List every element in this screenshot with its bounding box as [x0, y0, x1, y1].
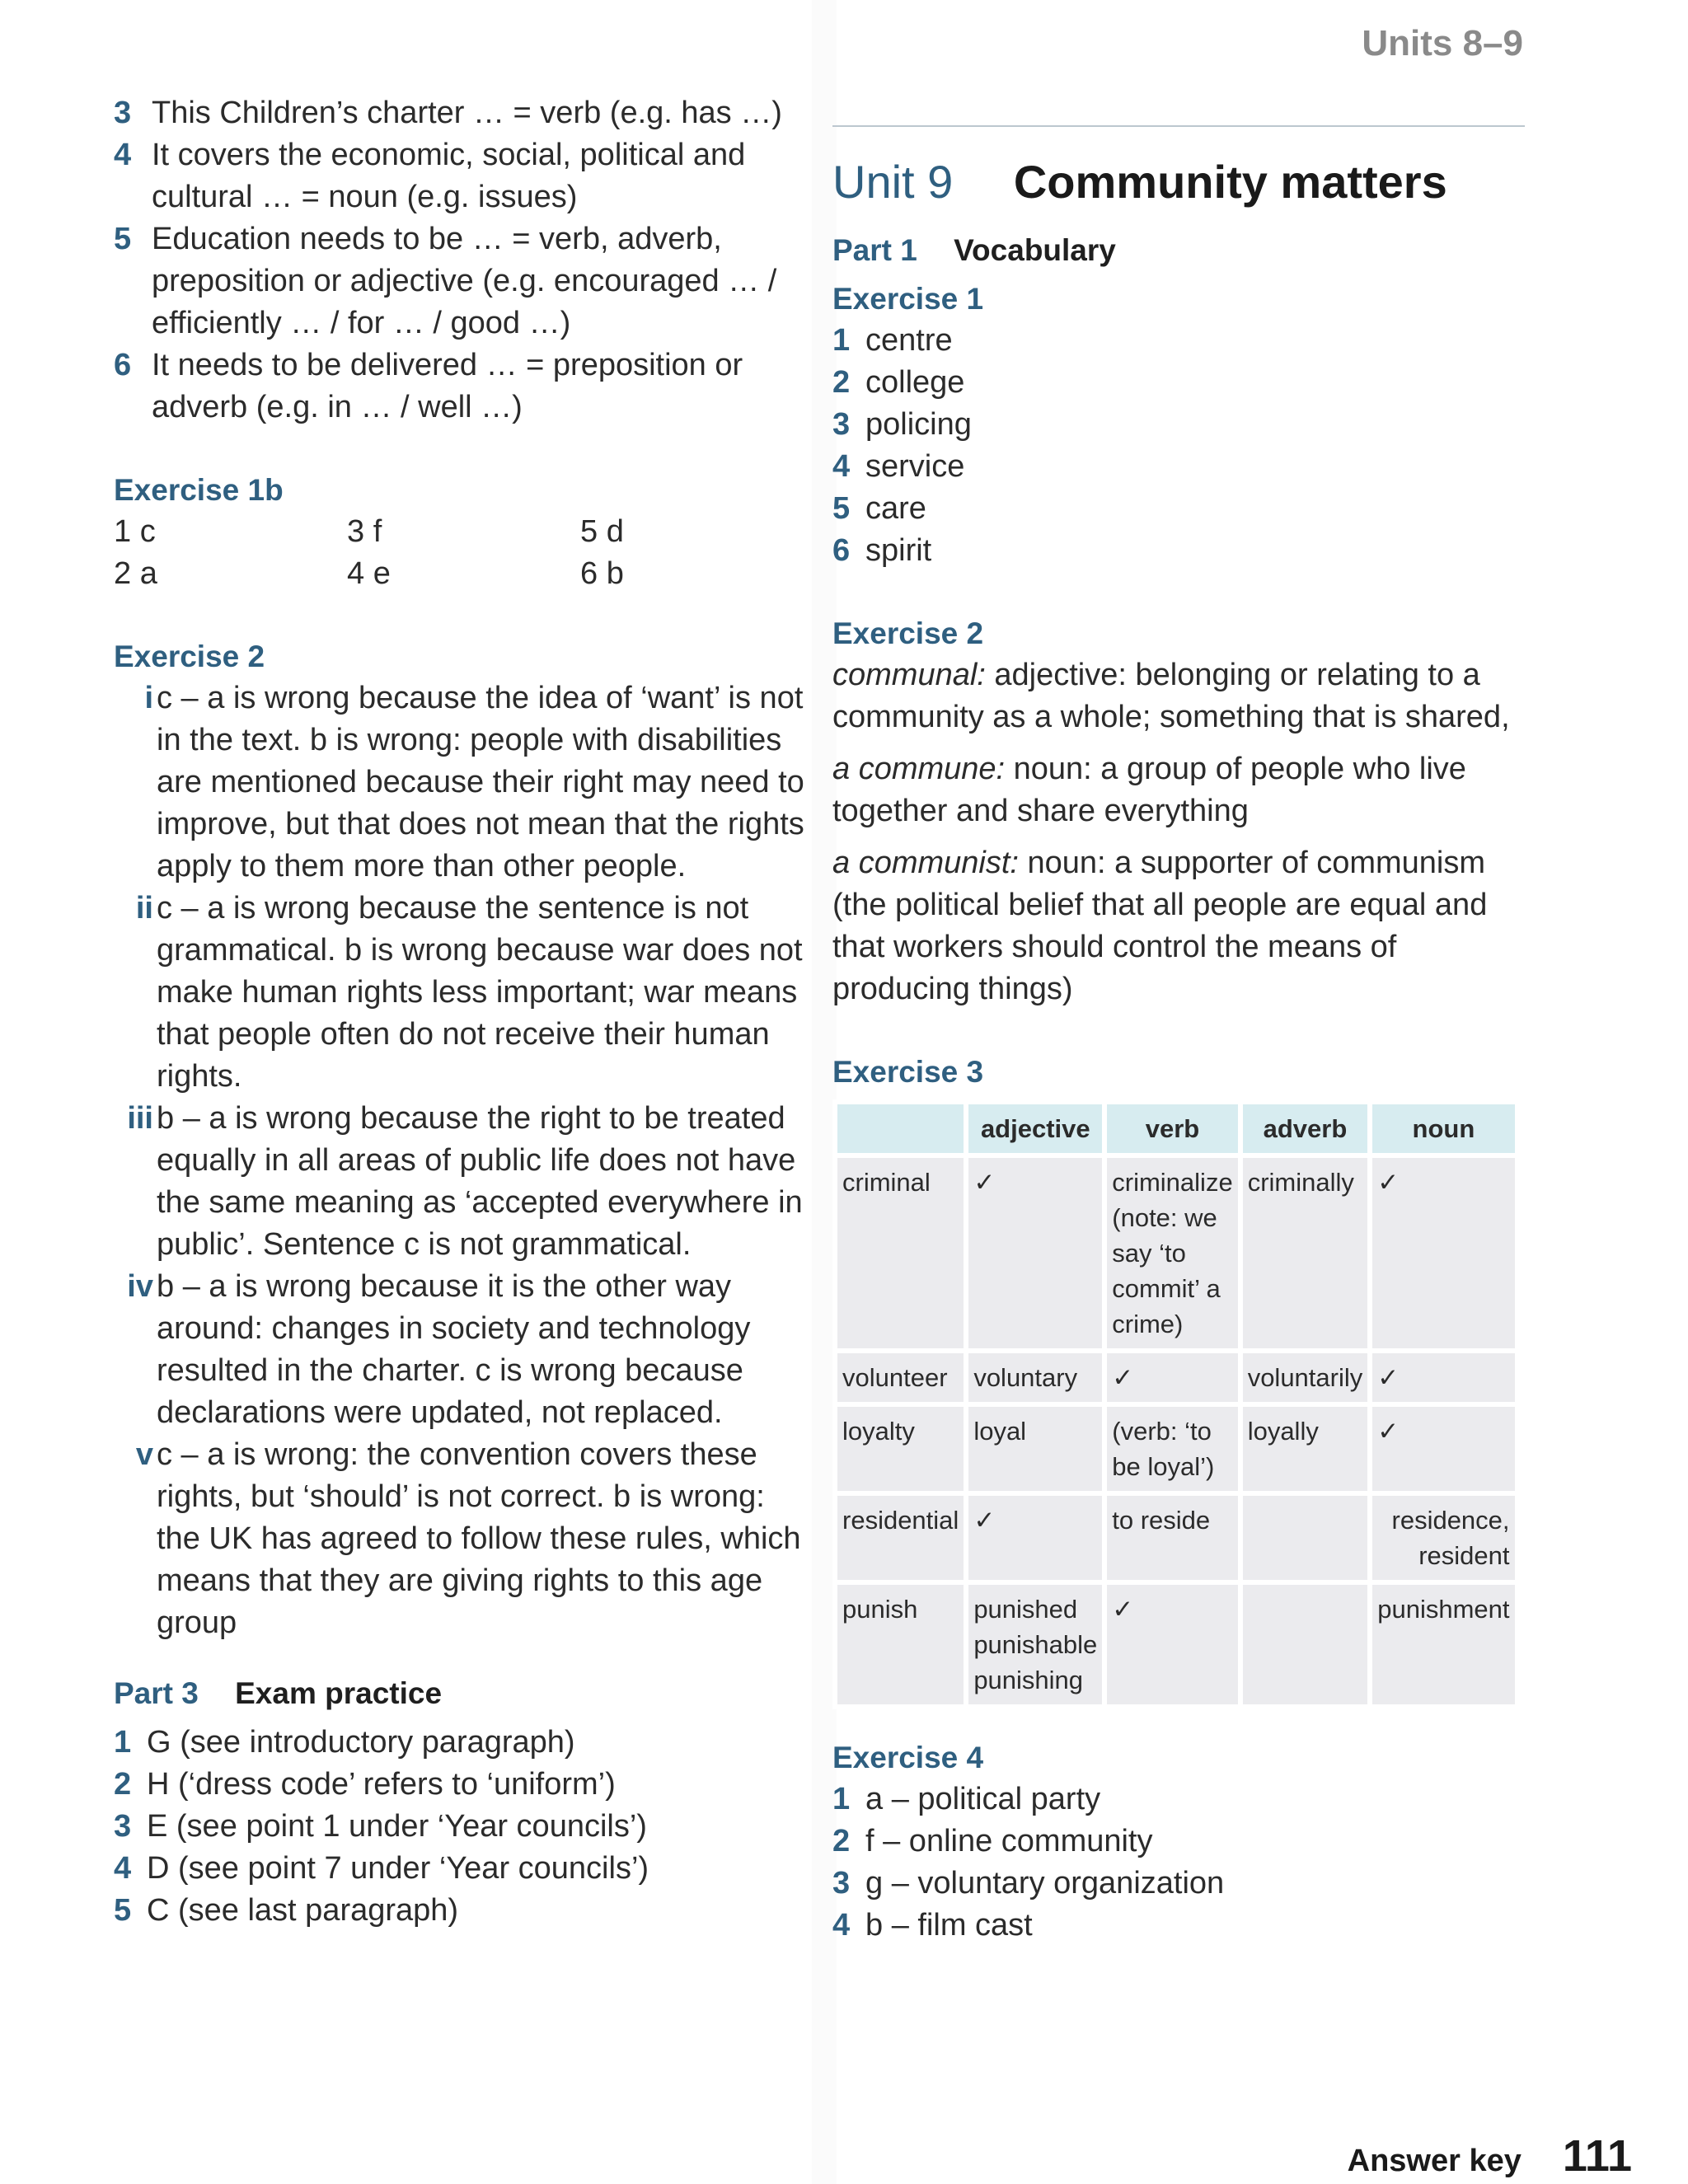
list-item	[114, 1806, 806, 1848]
item-number: 1	[832, 1782, 851, 1816]
answer-cell: 4 e	[347, 556, 391, 591]
table-cell: ✓	[1104, 1582, 1240, 1707]
exercise-2-heading: Exercise 2	[114, 640, 265, 673]
list-item	[114, 888, 806, 1098]
answer-cell: 1 c	[114, 514, 156, 549]
table-cell: loyally	[1240, 1404, 1371, 1493]
table-cell: to reside	[1104, 1493, 1240, 1582]
list-item	[114, 677, 806, 888]
table-cell: ✓	[1104, 1351, 1240, 1404]
list-item	[832, 446, 1525, 488]
exercise-4-heading: Exercise 4	[832, 1741, 984, 1774]
item-numeral: i	[144, 681, 153, 715]
page-header: Units 8–9	[1362, 23, 1523, 63]
list-item	[114, 1266, 806, 1434]
exercise-2-heading: Exercise 2	[832, 616, 984, 650]
part-3-heading	[114, 1672, 806, 1715]
unit-title: Community matters	[1013, 156, 1447, 208]
list-item	[832, 404, 1525, 446]
part-3-answers	[114, 1722, 806, 1932]
item-numeral: iv	[127, 1269, 153, 1304]
definition-text: noun: a supporter of communism (the political belief that all people are equal and that workers should control the means of producing things)	[832, 846, 1488, 1006]
item-text: b – a is wrong because it is the other way around: changes in society and technology resulted in the charter. c is wrong because declarations were updated, not replaced.	[157, 1269, 751, 1430]
item-text: c – a is wrong because the idea of ‘want’ is not in the text. b is wrong: people with disabilities are mentioned because their right may need to improve, but that does not mean that the rights apply to them more than other people.	[157, 681, 804, 883]
table-cell: voluntarily	[1240, 1351, 1371, 1404]
exercise-1-heading: Exercise 1	[832, 282, 984, 316]
part-title: Vocabulary	[954, 233, 1116, 267]
item-number: 1	[832, 323, 851, 358]
table-cell: criminalize (note: we say ‘to commit’ a crime)	[1104, 1155, 1240, 1351]
item-number: 1	[114, 1725, 132, 1760]
item-number: 3	[832, 407, 851, 442]
item-text: b – film cast	[865, 1908, 1033, 1943]
column-header: verb	[1104, 1102, 1240, 1155]
unit-heading	[832, 153, 1525, 211]
exercise-2-definitions	[832, 654, 1525, 1010]
list-item	[114, 1764, 806, 1806]
item-number: 3	[832, 1866, 851, 1900]
answer-cell: 3 f	[347, 514, 382, 549]
exercise-4-answers	[832, 1779, 1525, 1947]
table-row	[835, 1404, 1517, 1493]
section-divider	[832, 125, 1525, 127]
answer-cell: 2 a	[114, 556, 157, 591]
right-column	[832, 92, 1525, 1947]
definition	[832, 748, 1525, 832]
item-number: 2	[832, 365, 851, 400]
table-cell: ✓	[966, 1155, 1104, 1351]
part-label: Part 3	[114, 1676, 199, 1710]
list-item	[832, 1905, 1525, 1947]
list-item	[832, 1821, 1525, 1863]
table-cell: punish	[835, 1582, 966, 1707]
item-numeral: ii	[135, 891, 153, 926]
column-header	[835, 1102, 966, 1155]
table-cell: punished punishable punishing	[966, 1582, 1104, 1707]
table-row	[835, 1351, 1517, 1404]
word-forms-table	[832, 1099, 1520, 1709]
page-footer	[1348, 2130, 1632, 2182]
list-item	[114, 1722, 806, 1764]
item-number: 6	[832, 533, 851, 568]
item-text: c – a is wrong because the sentence is not grammatical. b is wrong because war does not make human rights less important; war means that people often do not receive their human rights.	[157, 891, 803, 1094]
list-item	[832, 362, 1525, 404]
list-item	[114, 1890, 806, 1932]
footer-label: Answer key	[1347, 2144, 1522, 2178]
answer-cell: 6 b	[580, 556, 624, 591]
table-cell: loyalty	[835, 1404, 966, 1493]
list-item	[832, 1779, 1525, 1821]
column-header: adverb	[1240, 1102, 1371, 1155]
item-text: college	[865, 365, 965, 400]
definition-text: adjective: belonging or relating to a community as a whole; something that is shared,	[832, 658, 1510, 734]
part-title: Exam practice	[235, 1676, 443, 1710]
table-cell: residence, resident	[1370, 1493, 1517, 1582]
table-cell: criminally	[1240, 1155, 1371, 1351]
column-header: noun	[1370, 1102, 1517, 1155]
table-cell: ✓	[1370, 1404, 1517, 1493]
continued-list	[114, 92, 806, 429]
table-cell: ✓	[1370, 1155, 1517, 1351]
item-text: E (see point 1 under ‘Year councils’)	[147, 1809, 647, 1844]
table-row	[835, 1582, 1517, 1707]
list-item	[114, 1098, 806, 1266]
item-number: 4	[832, 449, 851, 484]
table-cell: ✓	[1370, 1351, 1517, 1404]
list-item	[832, 488, 1525, 530]
table-row	[835, 1493, 1517, 1582]
list-item	[114, 1434, 806, 1644]
item-text: centre	[865, 323, 953, 358]
item-text: It needs to be delivered … = preposition or adverb (e.g. in … / well …)	[152, 348, 743, 424]
definition	[832, 654, 1525, 738]
item-text: This Children’s charter … = verb (e.g. has …)	[152, 96, 782, 130]
list-item	[832, 1863, 1525, 1905]
table-cell: ✓	[966, 1493, 1104, 1582]
item-text: b – a is wrong because the right to be treated equally in all areas of public life does not have the same meaning as ‘accepted everywhere in public’. Sentence c is not grammatical.	[157, 1101, 803, 1262]
item-number: 5	[114, 222, 132, 256]
unit-label: Unit 9	[832, 156, 954, 208]
definition-term: communal:	[832, 658, 986, 692]
table-cell: (verb: ‘to be loyal’)	[1104, 1404, 1240, 1493]
exercise-1b-heading: Exercise 1b	[114, 473, 284, 507]
item-text: H (‘dress code’ refers to ‘uniform’)	[147, 1767, 616, 1802]
table-cell	[1240, 1493, 1371, 1582]
item-text: C (see last paragraph)	[147, 1893, 459, 1928]
table-cell: volunteer	[835, 1351, 966, 1404]
part-label: Part 1	[832, 233, 917, 267]
item-number: 2	[114, 1767, 132, 1802]
list-item	[114, 218, 806, 344]
item-text: Education needs to be … = verb, adverb, preposition or adjective (e.g. encouraged … / efficiently … / for … / good …)	[152, 222, 777, 340]
exercise-1b-answers	[114, 511, 806, 595]
list-item	[114, 92, 806, 134]
item-text: g – voluntary organization	[865, 1866, 1225, 1900]
list-item	[114, 1848, 806, 1890]
item-number: 5	[114, 1893, 132, 1928]
answer-cell: 5 d	[580, 514, 624, 549]
item-number: 3	[114, 1809, 132, 1844]
item-number: 5	[832, 491, 851, 526]
definition	[832, 842, 1525, 1010]
list-item	[832, 530, 1525, 572]
table-cell: loyal	[966, 1404, 1104, 1493]
item-numeral: iii	[127, 1101, 153, 1136]
list-item	[114, 344, 806, 429]
item-text: f – online community	[865, 1824, 1153, 1858]
list-item	[114, 134, 806, 218]
item-number: 6	[114, 348, 132, 382]
item-text: D (see point 7 under ‘Year councils’)	[147, 1851, 649, 1886]
item-text: a – political party	[865, 1782, 1101, 1816]
exercise-3-heading: Exercise 3	[832, 1055, 984, 1089]
left-column	[114, 92, 806, 1932]
item-text: c – a is wrong: the convention covers these rights, but ‘should’ is not correct. b is wrong: the UK has agreed to follow these rules, which means that they are giving rights to this age group	[157, 1437, 801, 1640]
list-item	[832, 320, 1525, 362]
item-text: G (see introductory paragraph)	[147, 1725, 575, 1760]
column-header: adjective	[966, 1102, 1104, 1155]
item-text: It covers the economic, social, political and cultural … = noun (e.g. issues)	[152, 138, 746, 214]
exercise-1-answers	[832, 320, 1525, 572]
item-numeral: v	[135, 1437, 153, 1472]
item-text: policing	[865, 407, 972, 442]
table-cell: criminal	[835, 1155, 966, 1351]
item-number: 4	[832, 1908, 851, 1943]
page-number: 111	[1562, 2131, 1632, 2181]
item-text: care	[865, 491, 926, 526]
exercise-2-answers	[114, 677, 806, 1644]
item-number: 4	[114, 1851, 132, 1886]
table-cell: voluntary	[966, 1351, 1104, 1404]
item-text: spirit	[865, 533, 932, 568]
definition-text: noun: a group of people who live together and share everything	[832, 752, 1466, 828]
definition-term: a commune:	[832, 752, 1006, 786]
table-cell: punishment	[1370, 1582, 1517, 1707]
table-cell	[1240, 1582, 1371, 1707]
definition-term: a communist:	[832, 846, 1019, 880]
item-number: 2	[832, 1824, 851, 1858]
part-1-heading	[832, 229, 1525, 272]
table-header-row	[835, 1102, 1517, 1155]
table-row	[835, 1155, 1517, 1351]
item-text: service	[865, 449, 965, 484]
item-number: 4	[114, 138, 132, 172]
item-number: 3	[114, 96, 132, 130]
table-cell: residential	[835, 1493, 966, 1582]
